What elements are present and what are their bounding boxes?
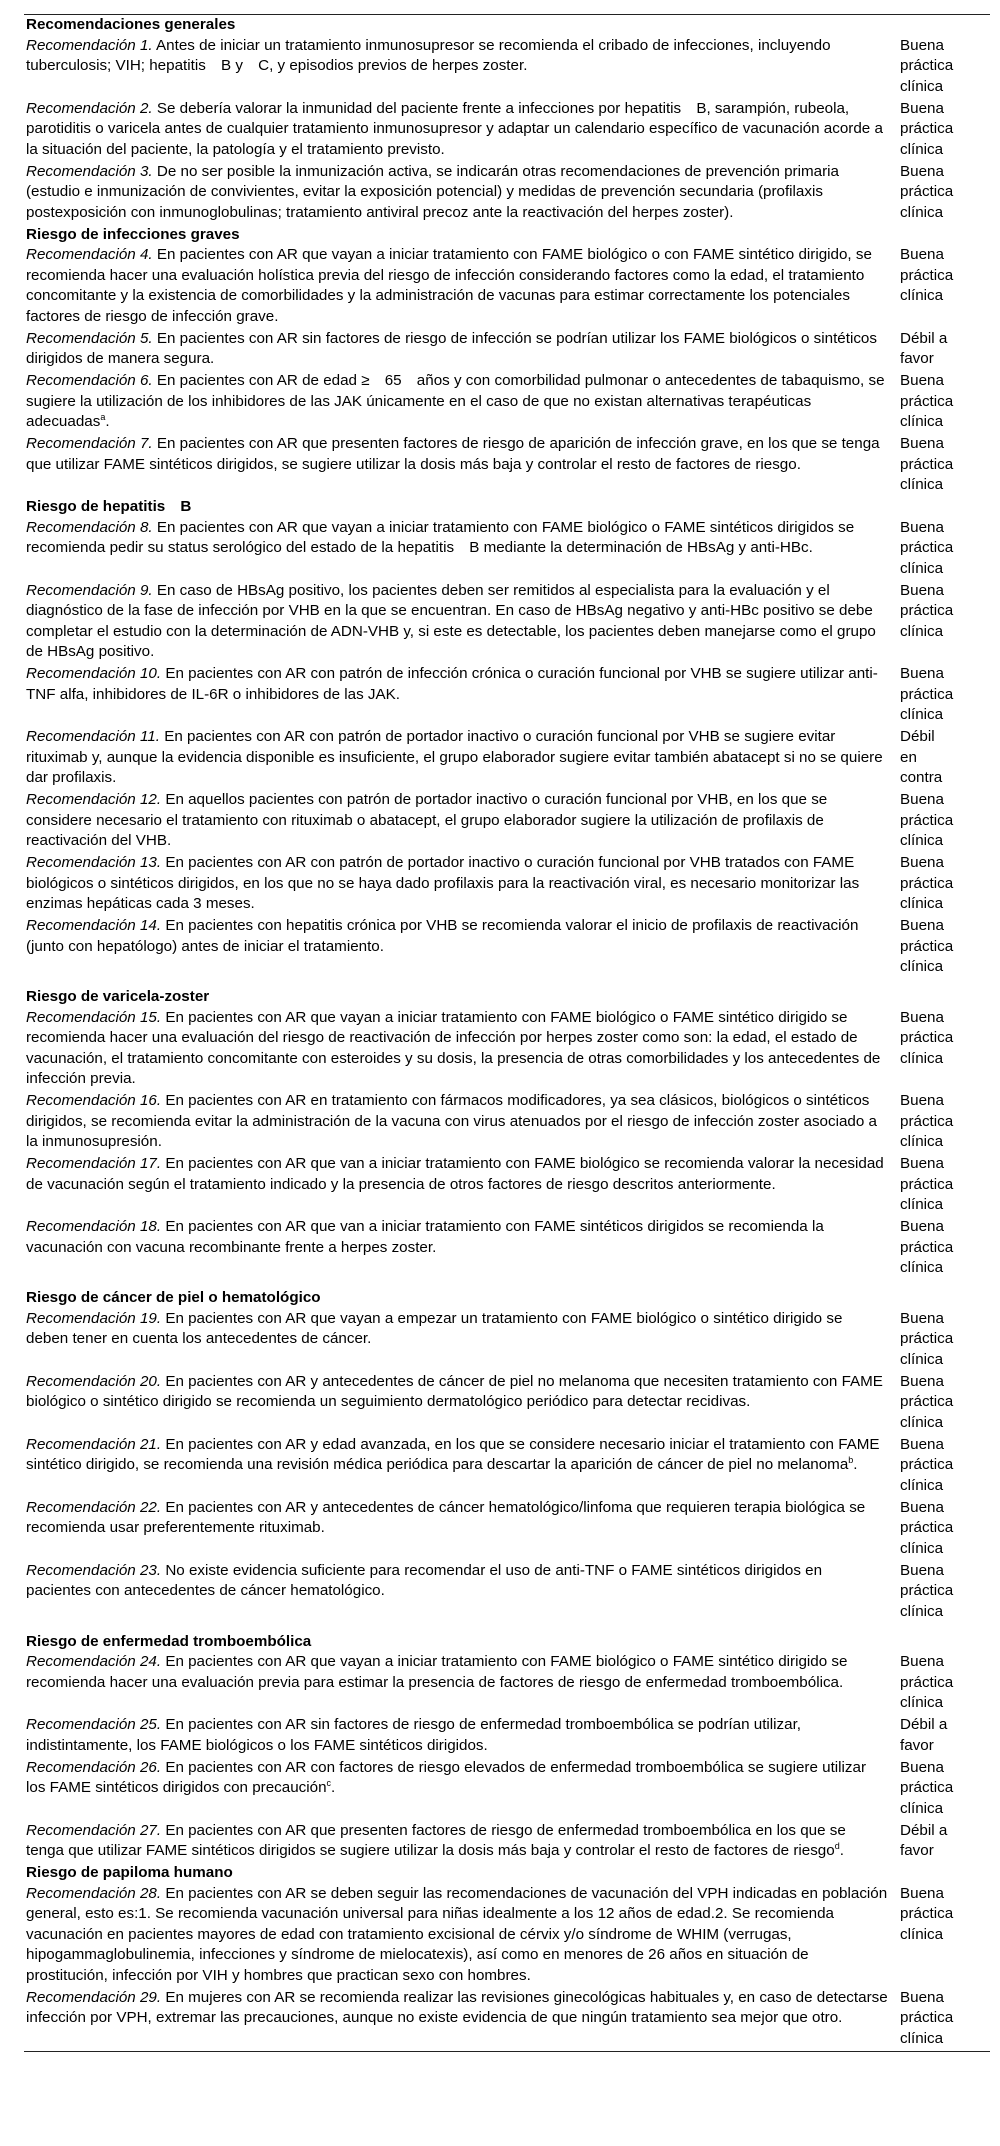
grade-line: práctica	[900, 2009, 954, 2026]
recommendation-label: Recomendación 7.	[26, 435, 153, 452]
recommendation-label: Recomendación 19.	[26, 1309, 162, 1327]
recommendation-grade	[888, 853, 978, 915]
recommendation-grade	[888, 518, 978, 580]
recommendation-label: Recomendación 24.	[26, 1653, 162, 1670]
grade-line: práctica	[900, 1393, 954, 1410]
recommendation-row-19	[24, 1309, 990, 1372]
recommendation-text	[24, 790, 888, 852]
recommendation-body: En pacientes con AR se deben seguir las recomendaciones de vacunación del VPH indicadas en población general, esto es:1. Se recomienda vacunación universal para niñas idealmente a los 12 años de edad.2. Se recomienda vacunación en pacientes mayores de edad con tratamiento excisional de cérvix y/o síndrome de WHIM (verrugas, hipogammaglobulinemia, infecciones y síndrome de mielocatexis), así como en menores de 26 años en situación de prostitución, infección por VIH y hombres que practican sexo con hombres.	[26, 1884, 888, 1984]
recommendation-row-14	[24, 916, 990, 979]
grade-line: Buena	[900, 1372, 944, 1390]
grade-line: Buena	[900, 1884, 944, 1902]
grade-line: Buena	[900, 518, 944, 536]
grade-line: clínica	[900, 1133, 944, 1150]
recommendation-body: En pacientes con AR de edad ≥ 65 años y con comorbilidad pulmonar o antecedentes de tabaquismo, se sugiere la utilización de los inhibidores de las JAK únicamente en el caso de que no existan alternativas terapéuticas adecuadas	[26, 372, 885, 430]
recommendation-text	[24, 434, 888, 496]
recommendation-label: Recomendación 25.	[26, 1716, 162, 1733]
grade-line: clínica	[900, 1259, 944, 1276]
grade-line: clínica	[900, 832, 944, 849]
grade-line: Débil a	[900, 329, 948, 347]
grade-line: Buena	[900, 1309, 944, 1327]
recommendation-row-7	[24, 434, 990, 497]
recommendation-label: Recomendación 3.	[26, 162, 153, 180]
recommendation-grade	[888, 1652, 978, 1714]
recommendation-text	[24, 664, 888, 726]
recommendation-row-18	[24, 1217, 990, 1280]
recommendation-text	[24, 99, 888, 161]
recommendation-tail: .	[853, 1456, 858, 1473]
recommendation-grade	[888, 581, 978, 663]
grade-line: Buena	[900, 435, 944, 452]
recommendation-body: En pacientes con AR con factores de riesgo elevados de enfermedad tromboembólica se sugiere utilizar los FAME sintéticos dirigidos con precaución	[26, 1758, 867, 1796]
recommendation-body: En pacientes con AR que vayan a iniciar tratamiento con FAME biológico o FAME sintéticos dirigidos se recomienda pedir su status serológico del estado de la hepatitis B mediante la determinación de HBsAg y anti-HBc.	[26, 518, 855, 556]
recommendation-text	[24, 1154, 888, 1216]
grade-line: Buena	[900, 162, 944, 180]
grade-line: práctica	[900, 120, 954, 137]
recommendation-label: Recomendación 27.	[26, 1821, 162, 1839]
grade-line: clínica	[900, 2029, 944, 2047]
grade-line: Buena	[900, 1561, 944, 1579]
recommendation-row-12	[24, 790, 990, 853]
recommendation-body: En pacientes con AR y antecedentes de cáncer hematológico/linfoma que requieren terapia biológica se recomienda usar preferentemente rituximab.	[26, 1498, 866, 1536]
recommendation-grade	[888, 1008, 978, 1090]
recommendation-text	[24, 329, 888, 370]
grade-line: clínica	[900, 1196, 944, 1213]
recommendation-body: Se debería valorar la inmunidad del paciente frente a infecciones por hepatitis B, sarampión, rubeola, parotiditis o varicela antes de cualquier tratamiento inmunosupresor y adaptar un calendario específico de vacunación acorde a la situación del paciente, la patología y el tratamiento previsto.	[26, 99, 883, 158]
recommendation-row-8	[24, 518, 990, 581]
grade-line: práctica	[900, 183, 954, 200]
grade-line: Buena	[900, 1092, 944, 1109]
grade-line: clínica	[900, 622, 944, 640]
section-heading: Riesgo de hepatitis B	[26, 498, 192, 515]
grade-line: clínica	[900, 1694, 944, 1711]
recommendations-table	[24, 14, 990, 2052]
recommendation-body: En pacientes con AR con patrón de infección crónica o curación funcional por VHB se sugiere utilizar anti-TNF alfa, inhibidores de IL-6R o inhibidores de las JAK.	[26, 665, 878, 703]
recommendation-body: En pacientes con AR que presenten factores de riesgo de aparición de infección grave, en los que se tenga que utilizar FAME sintéticos dirigidos, se sugiere utilizar la dosis más baja y controlar el resto de factores de riesgo.	[26, 435, 880, 473]
grade-line: práctica	[900, 602, 954, 619]
recommendation-label: Recomendación 2.	[26, 99, 153, 117]
grade-line: práctica	[900, 1779, 954, 1796]
recommendation-grade	[888, 371, 978, 433]
recommendation-text	[24, 1884, 888, 1987]
grade-line: práctica	[900, 685, 954, 703]
grade-line: Buena	[900, 246, 944, 263]
recommendation-label: Recomendación 17.	[26, 1155, 162, 1172]
grade-line: Buena	[900, 1155, 944, 1172]
grade-line: clínica	[900, 958, 944, 975]
grade-line: clínica	[900, 140, 944, 158]
recommendation-text	[24, 518, 888, 580]
recommendation-label: Recomendación 12.	[26, 791, 162, 808]
grade-line: práctica	[900, 57, 954, 74]
grade-line: práctica	[900, 1456, 954, 1473]
recommendation-grade	[888, 1884, 978, 1987]
recommendation-row-21	[24, 1435, 990, 1498]
recommendation-tail: .	[105, 413, 110, 430]
recommendation-label: Recomendación 26.	[26, 1758, 162, 1776]
recommendation-grade	[888, 434, 978, 496]
recommendation-text	[24, 1309, 888, 1371]
recommendation-tail: .	[331, 1779, 336, 1796]
grade-line: práctica	[900, 1112, 954, 1130]
grade-line: clínica	[900, 1602, 944, 1620]
recommendation-text	[24, 1758, 888, 1820]
recommendation-body: Antes de iniciar un tratamiento inmunosupresor se recomienda el cribado de infecciones, incluyendo tuberculosis; VIH; hepatitis B y C, y episodios previos de herpes zoster.	[26, 36, 831, 74]
section-heading: Riesgo de papiloma humano	[26, 1864, 233, 1881]
recommendation-row-23	[24, 1561, 990, 1624]
recommendation-row-4	[24, 245, 990, 329]
recommendation-grade	[888, 1498, 978, 1560]
recommendation-grade	[888, 1091, 978, 1153]
recommendation-row-3	[24, 162, 990, 225]
recommendation-body: No existe evidencia suficiente para recomendar el uso de anti-TNF o FAME sintéticos dirigidos en pacientes con antecedentes de cáncer hematológico.	[26, 1561, 823, 1599]
grade-line: clínica	[900, 1049, 944, 1067]
recommendation-row-17	[24, 1154, 990, 1217]
grade-line: práctica	[900, 1905, 954, 1922]
grade-line: Buena	[900, 1008, 944, 1026]
recommendation-grade	[888, 664, 978, 726]
recommendation-text	[24, 1498, 888, 1560]
recommendation-text	[24, 36, 888, 98]
recommendation-text	[24, 1988, 888, 2050]
recommendation-grade	[888, 727, 978, 789]
recommendation-grade	[888, 916, 978, 978]
recommendation-label: Recomendación 10.	[26, 665, 162, 682]
recommendation-label: Recomendación 18.	[26, 1218, 162, 1235]
grade-line: contra	[900, 769, 943, 786]
footnote-marker: b	[848, 1455, 854, 1465]
recommendation-row-27	[24, 1821, 990, 1864]
recommendation-grade	[888, 1821, 978, 1862]
grade-line: clínica	[900, 1925, 944, 1943]
recommendation-tail: .	[839, 1842, 844, 1859]
grade-line: Buena	[900, 372, 944, 389]
recommendation-row-28	[24, 1884, 990, 1988]
recommendation-text	[24, 916, 888, 978]
recommendation-label: Recomendación 1.	[26, 36, 153, 54]
grade-line: clínica	[900, 706, 944, 723]
grade-line: clínica	[900, 1350, 944, 1368]
recommendation-label: Recomendación 4.	[26, 246, 153, 263]
grade-line: Buena	[900, 581, 944, 599]
recommendation-text	[24, 1652, 888, 1714]
grade-line: favor	[900, 1736, 934, 1754]
recommendation-grade	[888, 1435, 978, 1497]
recommendation-text	[24, 853, 888, 915]
recommendation-text	[24, 1821, 888, 1862]
recommendation-grade	[888, 1988, 978, 2050]
grade-line: práctica	[900, 811, 954, 829]
recommendation-text	[24, 1217, 888, 1279]
recommendation-body: En pacientes con AR que vayan a iniciar tratamiento con FAME biológico o con FAME sintético dirigido, se recomienda hacer una evaluación holística previa del riesgo de infección considerando factores como la edad, el tratamiento concomitante y la existencia de comorbilidades y la administración de vacunas para estimar correctamente los potenciales factores de riesgo de infección grave.	[26, 246, 872, 325]
recommendation-label: Recomendación 13.	[26, 854, 162, 871]
grade-line: clínica	[900, 413, 944, 430]
recommendation-body: En pacientes con AR sin factores de riesgo de infección se podrían utilizar los FAME biológicos o sintéticos dirigidos de manera segura.	[26, 329, 877, 367]
recommendation-row-16	[24, 1091, 990, 1154]
recommendation-grade	[888, 1561, 978, 1623]
grade-line: práctica	[900, 1519, 954, 1536]
grade-line: práctica	[900, 266, 954, 284]
recommendation-label: Recomendación 11.	[26, 728, 160, 745]
grade-line: Buena	[900, 854, 944, 871]
recommendation-grade	[888, 1154, 978, 1216]
recommendation-row-1	[24, 36, 990, 99]
recommendation-label: Recomendación 6.	[26, 372, 153, 389]
grade-line: práctica	[900, 937, 954, 955]
recommendation-grade	[888, 1715, 978, 1756]
grade-line: Buena	[900, 99, 944, 117]
recommendation-body: En caso de HBsAg positivo, los pacientes deben ser remitidos al especialista para la evaluación y el diagnóstico de la fase de infección por VHB en la que se encuentran. En caso de HBsAg negativo y anti-HBc positivo se debe completar el estudio con la determinación de ADN-VHB y, si este es detectable, los pacientes deben manejarse como el grupo de HBsAg positivo.	[26, 581, 876, 660]
grade-line: Buena	[900, 1498, 944, 1516]
recommendation-grade	[888, 162, 978, 224]
recommendation-text	[24, 1091, 888, 1153]
recommendation-grade	[888, 329, 978, 370]
recommendation-label: Recomendación 20.	[26, 1372, 162, 1390]
recommendation-grade	[888, 1758, 978, 1820]
recommendation-label: Recomendación 15.	[26, 1008, 162, 1026]
grade-line: favor	[900, 350, 934, 367]
section-heading: Riesgo de infecciones graves	[26, 225, 240, 243]
recommendation-body: En pacientes con AR que van a iniciar tratamiento con FAME sintéticos dirigidos se recomienda la vacunación con vacuna recombinante frente a herpes zoster.	[26, 1218, 824, 1256]
grade-line: clínica	[900, 895, 944, 912]
recommendation-label: Recomendación 22.	[26, 1498, 162, 1516]
grade-line: práctica	[900, 539, 954, 556]
section-heading: Recomendaciones generales	[26, 16, 236, 33]
recommendation-label: Recomendación 14.	[26, 917, 162, 934]
recommendation-grade	[888, 1217, 978, 1279]
grade-line: clínica	[900, 203, 944, 221]
recommendation-text	[24, 1715, 888, 1756]
grade-line: práctica	[900, 392, 954, 410]
recommendation-text	[24, 1008, 888, 1090]
grade-line: favor	[900, 1842, 934, 1859]
recommendation-row-9	[24, 581, 990, 665]
recommendation-body: En pacientes con AR con patrón de portador inactivo o curación funcional por VHB tratados con FAME biológicos o sintéticos dirigidos, en los que no se haya dado profilaxis para la reactivación viral, es necesario monitorizar las enzimas hepáticas cada 3 meses.	[26, 854, 860, 912]
footnote-marker: a	[100, 412, 106, 422]
recommendation-body: En aquellos pacientes con patrón de portador inactivo o curación funcional por VHB, en los que se considere necesario el tratamiento con rituximab o abatacept, el grupo elaborador sugiere la utilización de profilaxis de reactivación del VHB.	[26, 791, 828, 849]
recommendation-body: En pacientes con AR que vayan a iniciar tratamiento con FAME biológico o FAME sintético dirigido se recomienda hacer una evaluación previa para estimar la presencia de factores de riesgo de enfermedad tromboembólica.	[26, 1653, 848, 1691]
grade-line: práctica	[900, 1330, 954, 1347]
grade-line: Buena	[900, 1218, 944, 1235]
recommendation-row-20	[24, 1372, 990, 1435]
recommendation-label: Recomendación 8.	[26, 518, 153, 536]
recommendation-text	[24, 1372, 888, 1434]
grade-line: Buena	[900, 1758, 944, 1776]
grade-line: Buena	[900, 917, 944, 934]
recommendation-body: En pacientes con AR que vayan a iniciar tratamiento con FAME biológico o FAME sintético dirigido se recomienda hacer una evaluación del riesgo de reactivación de infección por herpes zoster como son: la edad, el estado de vacunación, el tratamiento concomitante con esteroides y su dosis, la presencia de otras comorbilidades y los antecedentes de infección previa.	[26, 1008, 881, 1087]
grade-line: en	[900, 748, 917, 766]
recommendation-label: Recomendación 28.	[26, 1884, 162, 1902]
recommendation-label: Recomendación 29.	[26, 1988, 162, 2006]
recommendation-body: En pacientes con AR con patrón de portador inactivo o curación funcional por VHB se sugiere evitar rituximab y, aunque la evidencia disponible es insuficiente, el grupo elaborador sugiere evitar también abatacept si no se quiere dar profilaxis.	[26, 728, 883, 786]
grade-line: Buena	[900, 791, 944, 808]
grade-line: clínica	[900, 1799, 944, 1817]
grade-line: clínica	[900, 476, 944, 493]
grade-line: práctica	[900, 1673, 954, 1691]
grade-line: Débil a	[900, 1716, 948, 1733]
recommendation-text	[24, 371, 888, 433]
recommendation-grade	[888, 245, 978, 327]
grade-line: clínica	[900, 1476, 944, 1494]
recommendation-row-24	[24, 1652, 990, 1715]
grade-line: práctica	[900, 455, 954, 473]
section-heading: Riesgo de cáncer de piel o hematológico	[26, 1289, 321, 1306]
grade-line: práctica	[900, 1029, 954, 1046]
grade-line: clínica	[900, 1539, 944, 1557]
recommendation-row-5	[24, 329, 990, 372]
recommendation-row-29	[24, 1988, 990, 2051]
recommendation-row-26	[24, 1758, 990, 1821]
recommendation-grade	[888, 36, 978, 98]
recommendation-text	[24, 1561, 888, 1623]
recommendation-label: Recomendación 23.	[26, 1561, 162, 1579]
recommendation-body: En pacientes con AR que van a iniciar tratamiento con FAME biológico se recomienda valorar la necesidad de vacunación según el tratamiento indicado y la presencia de otros factores de riesgo descritos anteriormente.	[26, 1155, 884, 1193]
recommendation-grade	[888, 1372, 978, 1434]
recommendation-row-2	[24, 99, 990, 162]
recommendation-grade	[888, 1309, 978, 1371]
recommendation-body: En pacientes con AR y antecedentes de cáncer de piel no melanoma que necesiten tratamiento con FAME biológico o sintético dirigido se recomienda un seguimiento dermatológico periódico para detectar recidivas.	[26, 1372, 883, 1410]
grade-line: clínica	[900, 77, 944, 95]
recommendation-row-25	[24, 1715, 990, 1758]
recommendation-grade	[888, 790, 978, 852]
section-heading: Riesgo de varicela-zoster	[26, 988, 210, 1005]
grade-line: Buena	[900, 1653, 944, 1670]
recommendation-row-15	[24, 1008, 990, 1092]
section-heading: Riesgo de enfermedad tromboembólica	[26, 1632, 312, 1650]
grade-line: Buena	[900, 1435, 944, 1453]
recommendation-label: Recomendación 5.	[26, 329, 153, 347]
grade-line: práctica	[900, 874, 954, 892]
grade-line: práctica	[900, 1238, 954, 1256]
recommendation-text	[24, 727, 888, 789]
recommendation-body: En pacientes con AR en tratamiento con fármacos modificadores, ya sea clásicos, biológicos o sintéticos dirigidos, se recomienda evitar la administración de la vacuna con virus atenuados por el riesgo de infección zoster asociado a la inmunosupresión.	[26, 1092, 877, 1150]
recommendation-text	[24, 245, 888, 327]
recommendation-row-11	[24, 727, 990, 790]
recommendation-text	[24, 581, 888, 663]
recommendation-label: Recomendación 16.	[26, 1092, 162, 1109]
recommendation-label: Recomendación 9.	[26, 581, 153, 599]
recommendation-body: En pacientes con AR y edad avanzada, en los que se considere necesario iniciar el tratamiento con FAME sintético dirigido, se recomienda una revisión médica periódica para descartar la aparición de cáncer de piel no melanoma	[26, 1435, 880, 1473]
grade-line: Débil a	[900, 1821, 948, 1839]
grade-line: Buena	[900, 1988, 944, 2006]
recommendation-body: De no ser posible la inmunización activa, se indicarán otras recomendaciones de prevención primaria (estudio e inmunización de convivientes, evitar la exposición potencial) y medidas de prevención secundaria (profilaxis postexposición con inmunoglobulinas; tratamiento antiviral precoz ante la reactivación del herpes zoster).	[26, 162, 839, 221]
grade-line: clínica	[900, 1413, 944, 1431]
grade-line: clínica	[900, 559, 944, 577]
recommendation-label: Recomendación 21.	[26, 1435, 162, 1453]
footnote-marker: c	[326, 1778, 332, 1788]
grade-line: clínica	[900, 287, 944, 304]
grade-line: Buena	[900, 665, 944, 682]
recommendation-body: En pacientes con AR que vayan a empezar un tratamiento con FAME biológico o sintético dirigido se deben tener en cuenta los antecedentes de cáncer.	[26, 1309, 843, 1347]
recommendation-row-10	[24, 664, 990, 727]
recommendation-row-6	[24, 371, 990, 434]
recommendation-row-13	[24, 853, 990, 916]
recommendation-text	[24, 1435, 888, 1497]
footnote-marker: d	[834, 1841, 840, 1851]
recommendation-body: En pacientes con hepatitis crónica por VHB se recomienda valorar el inicio de profilaxis de reactivación (junto con hepatólogo) antes de iniciar el tratamiento.	[26, 917, 859, 955]
grade-line: Buena	[900, 36, 944, 54]
recommendation-grade	[888, 99, 978, 161]
recommendation-text	[24, 162, 888, 224]
recommendation-body: En mujeres con AR se recomienda realizar las revisiones ginecológicas habituales y, en caso de detectarse infección por VPH, extremar las precauciones, aunque no existe evidencia de que ningún tratamiento sea mejor que otro.	[26, 1988, 888, 2026]
grade-line: práctica	[900, 1175, 954, 1193]
recommendation-body: En pacientes con AR sin factores de riesgo de enfermedad tromboembólica se podrían utilizar, indistintamente, los FAME biológicos o los FAME sintéticos dirigidos.	[26, 1716, 802, 1754]
grade-line: Débil	[900, 728, 935, 745]
recommendation-row-22	[24, 1498, 990, 1561]
grade-line: práctica	[900, 1582, 954, 1599]
recommendation-body: En pacientes con AR que presenten factores de riesgo de enfermedad tromboembólica en los que se tenga que utilizar FAME sintéticos dirigidos se sugiere utilizar la dosis más baja y controlar el resto de factores de riesgo	[26, 1821, 846, 1859]
